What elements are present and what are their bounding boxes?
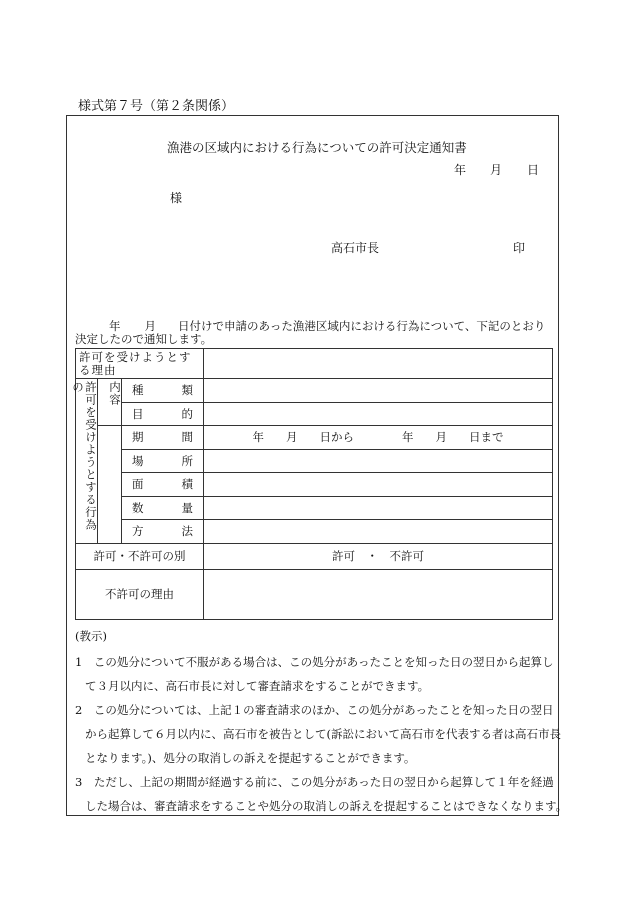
addressee-suffix: 様 <box>170 191 183 205</box>
item-purpose-value[interactable] <box>204 402 553 426</box>
table-row <box>76 349 553 379</box>
item-quantity-value[interactable] <box>204 496 553 520</box>
date-year-label: 年 <box>454 163 467 177</box>
instruction-line: 1 この処分について不服がある場合は、この処分があったことを知った日の翌日から起算し <box>75 655 554 669</box>
instructions <box>75 628 568 818</box>
item-period-value[interactable] <box>204 426 553 450</box>
item-place-value[interactable] <box>204 449 553 473</box>
issuer-name: 高石市長 <box>331 241 380 255</box>
deny-reason-label: 不許可の理由 <box>76 569 204 619</box>
table-row <box>76 569 553 619</box>
table-row <box>76 496 553 520</box>
intro-body: 日付けで申請のあった漁港区域内における行為について、下記のとおり決定したので通知します。 <box>75 319 546 346</box>
instruction-line: 3 ただし、上記の期間が経過する前に、この処分があった日の翌日から起算して１年を経過 <box>75 775 554 789</box>
instruction-line: 2 この処分については、上記１の審査請求のほか、この処分があったことを知った日の翌日 <box>75 703 554 717</box>
table-row <box>76 449 553 473</box>
item-kind-label: 種類 <box>122 379 204 403</box>
period-start-day: 日から <box>319 430 354 445</box>
table-row <box>76 520 553 544</box>
permit-label: 許可・不許可の別 <box>76 543 204 569</box>
instruction-line: となります。)、処分の取消しの訴えを提起することができます。 <box>85 751 416 765</box>
intro-year: 年 <box>109 319 121 333</box>
item-method-label: 方法 <box>122 520 204 544</box>
table-row <box>76 473 553 497</box>
instruction-line: した場合は、審査請求をすることや処分の取消しの訴えを提起することはできなくなります。 <box>85 799 568 813</box>
item-kind-value[interactable] <box>204 379 553 403</box>
period-end-day: 日まで <box>469 430 504 445</box>
instruction-line: て３月以内に、高石市長に対して審査請求をすることができます。 <box>85 679 430 693</box>
item-quantity-label: 数量 <box>122 496 204 520</box>
form-number: 様式第７号（第２条関係） <box>78 99 235 114</box>
intro-month: 月 <box>144 319 156 333</box>
date-month-label: 月 <box>490 163 503 177</box>
table-row <box>76 543 553 569</box>
table-row <box>76 402 553 426</box>
item-area-value[interactable] <box>204 473 553 497</box>
reason-label: 許可を受けようとする理由 <box>76 349 204 379</box>
action-label: 許可を受けようとする行為の <box>76 379 98 544</box>
period-end-year: 年 <box>402 430 414 445</box>
document-title: 漁港の区域内における行為についての許可決定通知書 <box>167 140 467 155</box>
date-day-label: 日 <box>527 163 540 177</box>
notice-form <box>66 115 568 816</box>
period-start-year: 年 <box>252 430 264 445</box>
item-period-label: 期間 <box>122 426 204 450</box>
period-start-month: 月 <box>286 430 298 445</box>
table-row <box>76 426 553 450</box>
deny-reason-value[interactable] <box>204 569 553 619</box>
content-label: 内容 <box>98 379 122 426</box>
content-spacer <box>98 426 122 544</box>
seal-mark: 印 <box>513 241 526 255</box>
details-table <box>71 348 553 620</box>
instructions-heading: (教示) <box>75 629 107 643</box>
permit-value[interactable]: 許可 ・ 不許可 <box>204 543 553 569</box>
reason-value[interactable] <box>204 349 553 379</box>
intro-text <box>75 320 553 346</box>
item-area-label: 面積 <box>122 473 204 497</box>
instruction-line: から起算して６月以内に、高石市を被告として(訴訟において高石市を代表する者は高石市長 <box>85 727 561 741</box>
item-place-label: 場所 <box>122 449 204 473</box>
table-row <box>76 379 553 403</box>
item-method-value[interactable] <box>204 520 553 544</box>
item-purpose-label: 目的 <box>122 402 204 426</box>
period-end-month: 月 <box>435 430 447 445</box>
